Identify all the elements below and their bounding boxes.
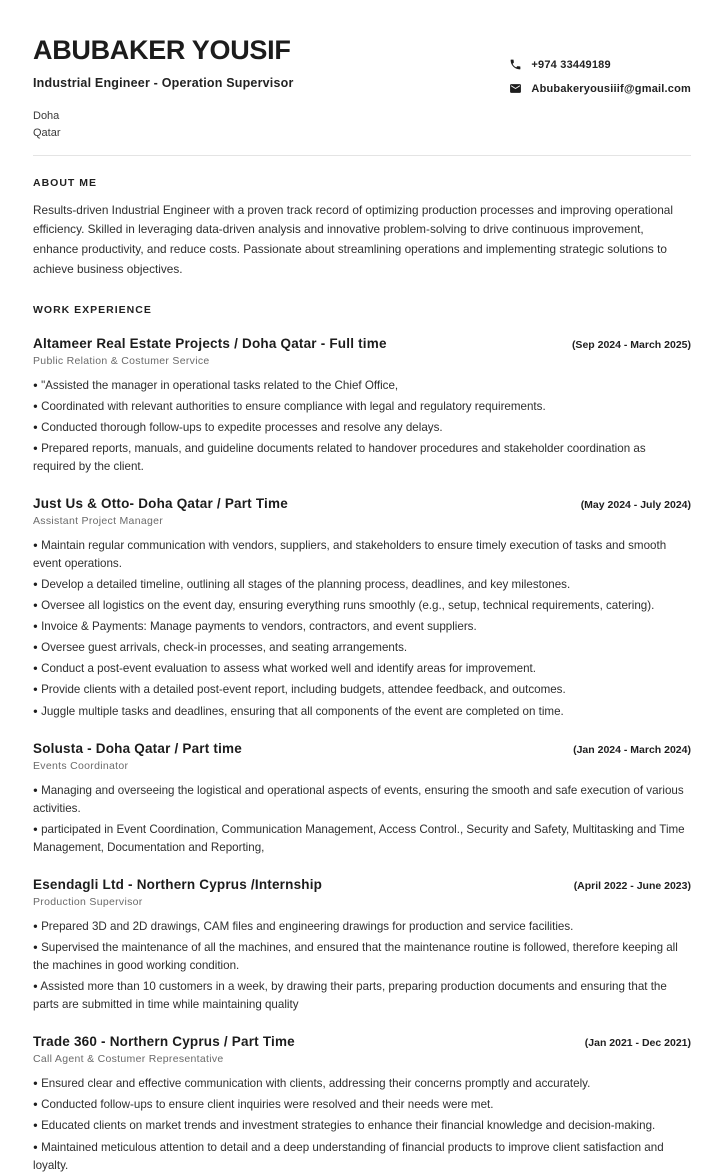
bullet-icon: ● [33, 401, 38, 411]
job-bullet: ● Conducted thorough follow-ups to expedite processes and resolve any delays. [33, 420, 443, 434]
phone-icon [509, 58, 522, 71]
job-title-row [33, 496, 691, 511]
job-bullet: ● "Assisted the manager in operational tasks related to the Chief Office, [33, 378, 399, 392]
envelope-icon [509, 82, 522, 95]
person-job-title: Industrial Engineer - Operation Supervisor [33, 75, 294, 90]
job-title-row [33, 741, 691, 756]
job-list [33, 336, 691, 1175]
job-entry [33, 496, 691, 721]
job-title: Just Us & Otto- Doha Qatar / Part Time [33, 495, 288, 511]
bullet-icon: ● [33, 579, 38, 589]
job-bullet: ● Maintained meticulous attention to detail and a deep understanding of financial products to improve client satisfaction and loyalty. [33, 1140, 664, 1172]
job-bullets [33, 1075, 691, 1174]
job-title-row [33, 336, 691, 351]
job-role: Production Supervisor [33, 895, 143, 908]
person-location [33, 108, 294, 142]
job-date-range: (May 2024 - July 2024) [580, 498, 691, 511]
phone-number: +974 33449189 [531, 58, 611, 71]
bullet-icon: ● [33, 824, 38, 834]
bullet-icon: ● [33, 1142, 38, 1152]
bullet-icon: ● [33, 706, 38, 716]
job-bullet: ● Develop a detailed timeline, outlining all stages of the planning process, deadlines, and key milestones. [33, 578, 571, 592]
job-entry [33, 1034, 691, 1174]
job-bullet: ● Ensured clear and effective communication with clients, addressing their concerns promptly and accurately. [33, 1077, 591, 1091]
job-bullets [33, 782, 691, 857]
job-entry [33, 336, 691, 476]
job-title-row [33, 1034, 691, 1049]
job-bullet: ● Juggle multiple tasks and deadlines, ensuring that all components of the event are completed on time. [33, 704, 564, 718]
job-title: Trade 360 - Northern Cyprus / Part Time [33, 1034, 295, 1050]
location-country: Qatar [33, 126, 61, 139]
job-bullet: ● Supervised the maintenance of all the machines, and ensured that the maintenance routine is followed, therefore keeping all the machines in good working condition. [33, 941, 678, 973]
work-experience-heading: WORK EXPERIENCE [33, 303, 152, 316]
job-bullet: ● Provide clients with a detailed post-event report, including budgets, attendee feedback, and outcomes. [33, 683, 566, 697]
job-role: Events Coordinator [33, 759, 129, 772]
email-row [509, 82, 691, 95]
person-name: ABUBAKER YOUSIF [33, 35, 291, 65]
bullet-icon: ● [33, 642, 38, 652]
bullet-icon: ● [33, 600, 38, 610]
bullet-icon: ● [33, 621, 38, 631]
job-role: Call Agent & Costumer Representative [33, 1053, 224, 1066]
job-bullet: ● Prepared 3D and 2D drawings, CAM files and engineering drawings for production and service facilities. [33, 919, 574, 933]
bullet-icon: ● [33, 981, 38, 991]
job-bullet: ● Coordinated with relevant authorities to ensure compliance with legal and regulatory requirements. [33, 399, 546, 413]
job-bullet: ● Managing and overseeing the logistical and operational aspects of events, ensuring the smooth and safe execution of various activities. [33, 783, 684, 815]
about-section [33, 177, 691, 280]
bullet-icon: ● [33, 380, 38, 390]
job-bullet: ● Conduct a post-event evaluation to assess what worked well and identify areas for improvement. [33, 662, 536, 676]
bullet-icon: ● [33, 684, 38, 694]
job-bullet: ● Oversee all logistics on the event day, ensuring everything runs smoothly (e.g., setup, technical requirements, catering). [33, 599, 655, 613]
header-contact [509, 58, 691, 142]
job-bullet: ● Prepared reports, manuals, and guideline documents related to handover procedures and stakeholder coordination as required by the client. [33, 441, 646, 473]
job-bullets [33, 377, 691, 476]
bullet-icon: ● [33, 1120, 38, 1130]
job-bullet: ● Invoice & Payments: Manage payments to vendors, contractors, and event suppliers. [33, 620, 477, 634]
job-bullet: ● participated in Event Coordination, Communication Management, Access Control., Security and Safety, Multitasking and Time Management, Documentation and Reporting, [33, 822, 685, 854]
phone-row [509, 58, 691, 71]
job-role: Public Relation & Costumer Service [33, 354, 210, 367]
job-role: Assistant Project Manager [33, 514, 164, 527]
job-title: Solusta - Doha Qatar / Part time [33, 740, 242, 756]
bullet-icon: ● [33, 540, 38, 550]
job-bullets [33, 537, 691, 721]
work-experience-section [33, 304, 691, 1175]
resume-header [33, 36, 691, 142]
job-bullet: ● Maintain regular communication with vendors, suppliers, and stakeholders to ensure timely execution of tasks and smooth event operations. [33, 538, 667, 570]
bullet-icon: ● [33, 663, 38, 673]
bullet-icon: ● [33, 942, 38, 952]
about-heading: ABOUT ME [33, 176, 97, 189]
header-identity [33, 36, 294, 142]
job-title: Altameer Real Estate Projects / Doha Qatar - Full time [33, 335, 387, 351]
job-date-range: (Jan 2024 - March 2024) [573, 743, 691, 756]
location-city: Doha [33, 109, 60, 122]
job-entry [33, 741, 691, 857]
job-bullet: ● Oversee guest arrivals, check-in processes, and seating arrangements. [33, 641, 408, 655]
email-address: Abubakeryousiiif@gmail.com [531, 82, 691, 95]
job-bullet: ● Educated clients on market trends and investment strategies to enhance their financial knowledge and decision-making. [33, 1119, 656, 1133]
job-date-range: (Jan 2021 - Dec 2021) [584, 1037, 691, 1050]
bullet-icon: ● [33, 422, 38, 432]
about-text: Results-driven Industrial Engineer with a proven track record of optimizing production processes and improving operational efficiency. Skilled in leveraging data-driven analysis and innovative problem-solving to drive continuous improvement, enhance productivity, and reduce costs. Passionate about streamlining operations and implementing strategic solutions to achieve business objectives. [33, 202, 673, 276]
job-title: Esendagli Ltd - Northern Cyprus /Internship [33, 876, 323, 892]
job-entry [33, 877, 691, 1014]
bullet-icon: ● [33, 1099, 38, 1109]
job-bullet: ● Conducted follow-ups to ensure client inquiries were resolved and their needs were met. [33, 1098, 494, 1112]
job-date-range: (Sep 2024 - March 2025) [571, 338, 691, 351]
header-divider [33, 155, 691, 156]
bullet-icon: ● [33, 443, 38, 453]
bullet-icon: ● [33, 1078, 38, 1088]
job-bullet: ● Assisted more than 10 customers in a week, by drawing their parts, preparing production documents and ensuring that the parts are submitted in time while maintaining quality [33, 980, 667, 1012]
bullet-icon: ● [33, 785, 38, 795]
job-bullets [33, 918, 691, 1014]
job-title-row [33, 877, 691, 892]
job-date-range: (April 2022 - June 2023) [573, 879, 691, 892]
bullet-icon: ● [33, 921, 38, 931]
